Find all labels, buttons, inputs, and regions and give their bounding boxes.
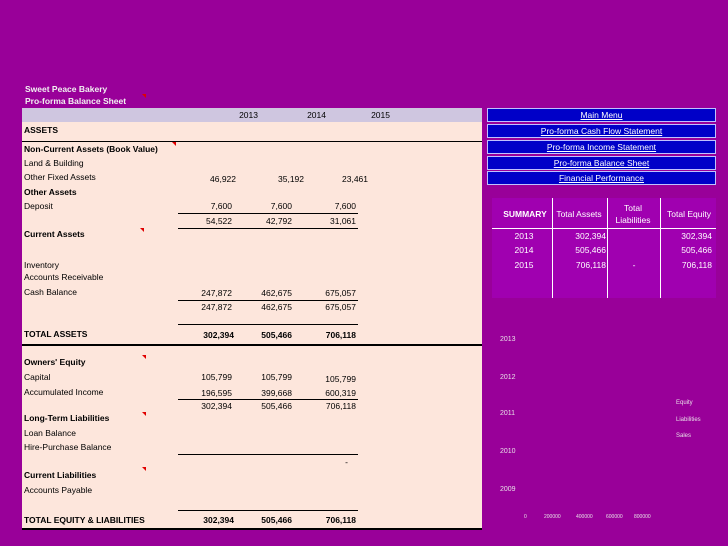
noncurrent-assets-heading: Non-Current Assets (Book Value) <box>24 144 158 154</box>
year-2013-header: 2013 <box>239 110 258 120</box>
other-assets-heading: Other Assets <box>24 187 77 197</box>
total-equity-liabilities-2015: 706,118 <box>325 515 356 525</box>
deposit-2013: 7,600 <box>210 201 232 211</box>
accounts-receivable-label: Accounts Receivable <box>24 272 104 282</box>
equity-total-2013: 302,394 <box>201 401 232 411</box>
total-equity-liabilities-2014: 505,466 <box>261 515 292 525</box>
comment-marker[interactable] <box>172 142 176 146</box>
chart-x-tick: 600000 <box>606 514 623 520</box>
balance-sheet-panel <box>22 108 482 530</box>
chart-x-tick: 200000 <box>544 514 561 520</box>
assets-heading: ASSETS <box>24 125 59 135</box>
current-liabilities-heading: Current Liabilities <box>24 470 97 480</box>
total-assets-header: Total Assets <box>556 209 602 219</box>
owners-equity-heading: Owners' Equity <box>24 357 86 367</box>
accumulated-income-2014: 399,668 <box>261 388 292 398</box>
deposit-2015: 7,600 <box>334 201 356 211</box>
capital-2014: 105,799 <box>261 372 292 382</box>
accumulated-income-2013: 196,595 <box>201 388 232 398</box>
chart-category-label: 2010 <box>500 448 516 455</box>
summary-equity: 505,466 <box>681 245 712 255</box>
summary-equity: 706,118 <box>681 260 712 270</box>
chart-x-tick: 0 <box>524 514 527 520</box>
total-equity-liabilities-2013: 302,394 <box>203 515 234 525</box>
accounts-payable-label: Accounts Payable <box>24 485 93 495</box>
other-fixed-assets-label: Other Fixed Assets <box>24 172 96 182</box>
financial-performance-link[interactable]: Financial Performance <box>487 171 716 185</box>
current-assets-heading: Current Assets <box>24 229 85 239</box>
comment-marker[interactable] <box>140 228 144 232</box>
subtotal-line <box>178 213 358 214</box>
total-liabilities-header-line1: Total <box>624 203 642 213</box>
divider <box>22 141 482 142</box>
summary-assets: 706,118 <box>575 260 606 270</box>
ca-total-2013: 247,872 <box>201 302 232 312</box>
inventory-label: Inventory <box>24 260 59 270</box>
other-fixed-assets-2014: 35,192 <box>278 174 304 184</box>
year-2015-header: 2015 <box>371 110 390 120</box>
summary-col-sep <box>607 198 608 298</box>
chart-x-tick: 800000 <box>634 514 651 520</box>
nca-total-2014: 42,792 <box>266 216 292 226</box>
nca-total-2015: 31,061 <box>330 216 356 226</box>
cash-balance-2013: 247,872 <box>201 288 232 298</box>
other-fixed-assets-2015: 23,461 <box>342 174 368 184</box>
ltl-total-2015: - <box>345 457 348 467</box>
summary-divider <box>492 228 716 229</box>
total-assets-2014: 505,466 <box>261 330 292 340</box>
summary-equity: 302,394 <box>681 231 712 241</box>
cash-balance-2015: 675,057 <box>325 288 356 298</box>
summary-col-sep <box>660 198 661 298</box>
total-assets-label: TOTAL ASSETS <box>24 329 88 339</box>
chart-category-label: 2009 <box>500 486 516 493</box>
capital-label: Capital <box>24 372 51 382</box>
deposit-2014: 7,600 <box>270 201 292 211</box>
comment-marker[interactable] <box>142 412 146 416</box>
main-menu-link[interactable]: Main Menu <box>487 108 716 122</box>
long-term-liabilities-heading: Long-Term Liabilities <box>24 413 110 423</box>
summary-year: 2015 <box>514 260 534 270</box>
comment-marker[interactable] <box>142 94 146 98</box>
summary-assets: 302,394 <box>575 231 606 241</box>
equity-total-2014: 505,466 <box>261 401 292 411</box>
accumulated-income-label: Accumulated Income <box>24 387 104 397</box>
cash-flow-link[interactable]: Pro-forma Cash Flow Statement <box>487 124 716 138</box>
company-title: Sweet Peace Bakery <box>25 84 108 94</box>
chart-legend-equity: Equity <box>676 400 693 406</box>
total-double-line <box>22 528 482 530</box>
hire-purchase-label: Hire-Purchase Balance <box>24 442 112 452</box>
land-building-label: Land & Building <box>24 158 84 168</box>
balance-sheet-link[interactable]: Pro-forma Balance Sheet <box>487 156 716 170</box>
total-line <box>178 510 358 511</box>
total-assets-2015: 706,118 <box>325 330 356 340</box>
chart-legend-liabilities: Liabilities <box>676 417 701 423</box>
ca-total-2015: 675,057 <box>325 302 356 312</box>
capital-2013: 105,799 <box>201 372 232 382</box>
cash-balance-2014: 462,675 <box>261 288 292 298</box>
income-statement-link[interactable]: Pro-forma Income Statement <box>487 140 716 154</box>
equity-total-2015: 706,118 <box>325 401 356 411</box>
total-double-line <box>22 344 482 346</box>
ca-total-2014: 462,675 <box>261 302 292 312</box>
loan-balance-label: Loan Balance <box>24 428 76 438</box>
total-liabilities-header-line2: Liabilities <box>615 215 651 225</box>
chart-category-label: 2013 <box>500 336 516 343</box>
total-equity-liabilities-label: TOTAL EQUITY & LIABILITIES <box>24 515 145 525</box>
summary-table <box>492 198 716 298</box>
comment-marker[interactable] <box>142 467 146 471</box>
chart-legend-sales: Sales <box>676 433 692 439</box>
total-liabilities-header <box>608 202 658 226</box>
other-fixed-assets-2013: 46,922 <box>210 174 236 184</box>
capital-2015: 105,799 <box>325 374 356 384</box>
subtotal-line <box>178 454 358 455</box>
summary-year: 2013 <box>514 231 534 241</box>
nca-total-2013: 54,522 <box>206 216 232 226</box>
comment-marker[interactable] <box>142 355 146 359</box>
year-2014-header: 2014 <box>307 110 326 120</box>
deposit-label: Deposit <box>24 201 53 211</box>
cash-balance-label: Cash Balance <box>24 287 77 297</box>
chart-category-label: 2011 <box>500 410 516 417</box>
sheet-title: Pro-forma Balance Sheet <box>25 96 127 106</box>
summary-col-sep <box>552 198 553 298</box>
subtotal-line <box>178 228 358 229</box>
summary-assets: 505,466 <box>575 245 606 255</box>
total-equity-header: Total Equity <box>667 209 711 219</box>
summary-header: SUMMARY <box>503 209 547 219</box>
summary-liabilities: - <box>632 260 636 270</box>
chart-x-tick: 400000 <box>576 514 593 520</box>
total-line <box>178 324 358 325</box>
chart-category-label: 2012 <box>500 374 516 381</box>
total-assets-2013: 302,394 <box>203 330 234 340</box>
accumulated-income-2015: 600,319 <box>325 388 356 398</box>
summary-year: 2014 <box>514 245 534 255</box>
